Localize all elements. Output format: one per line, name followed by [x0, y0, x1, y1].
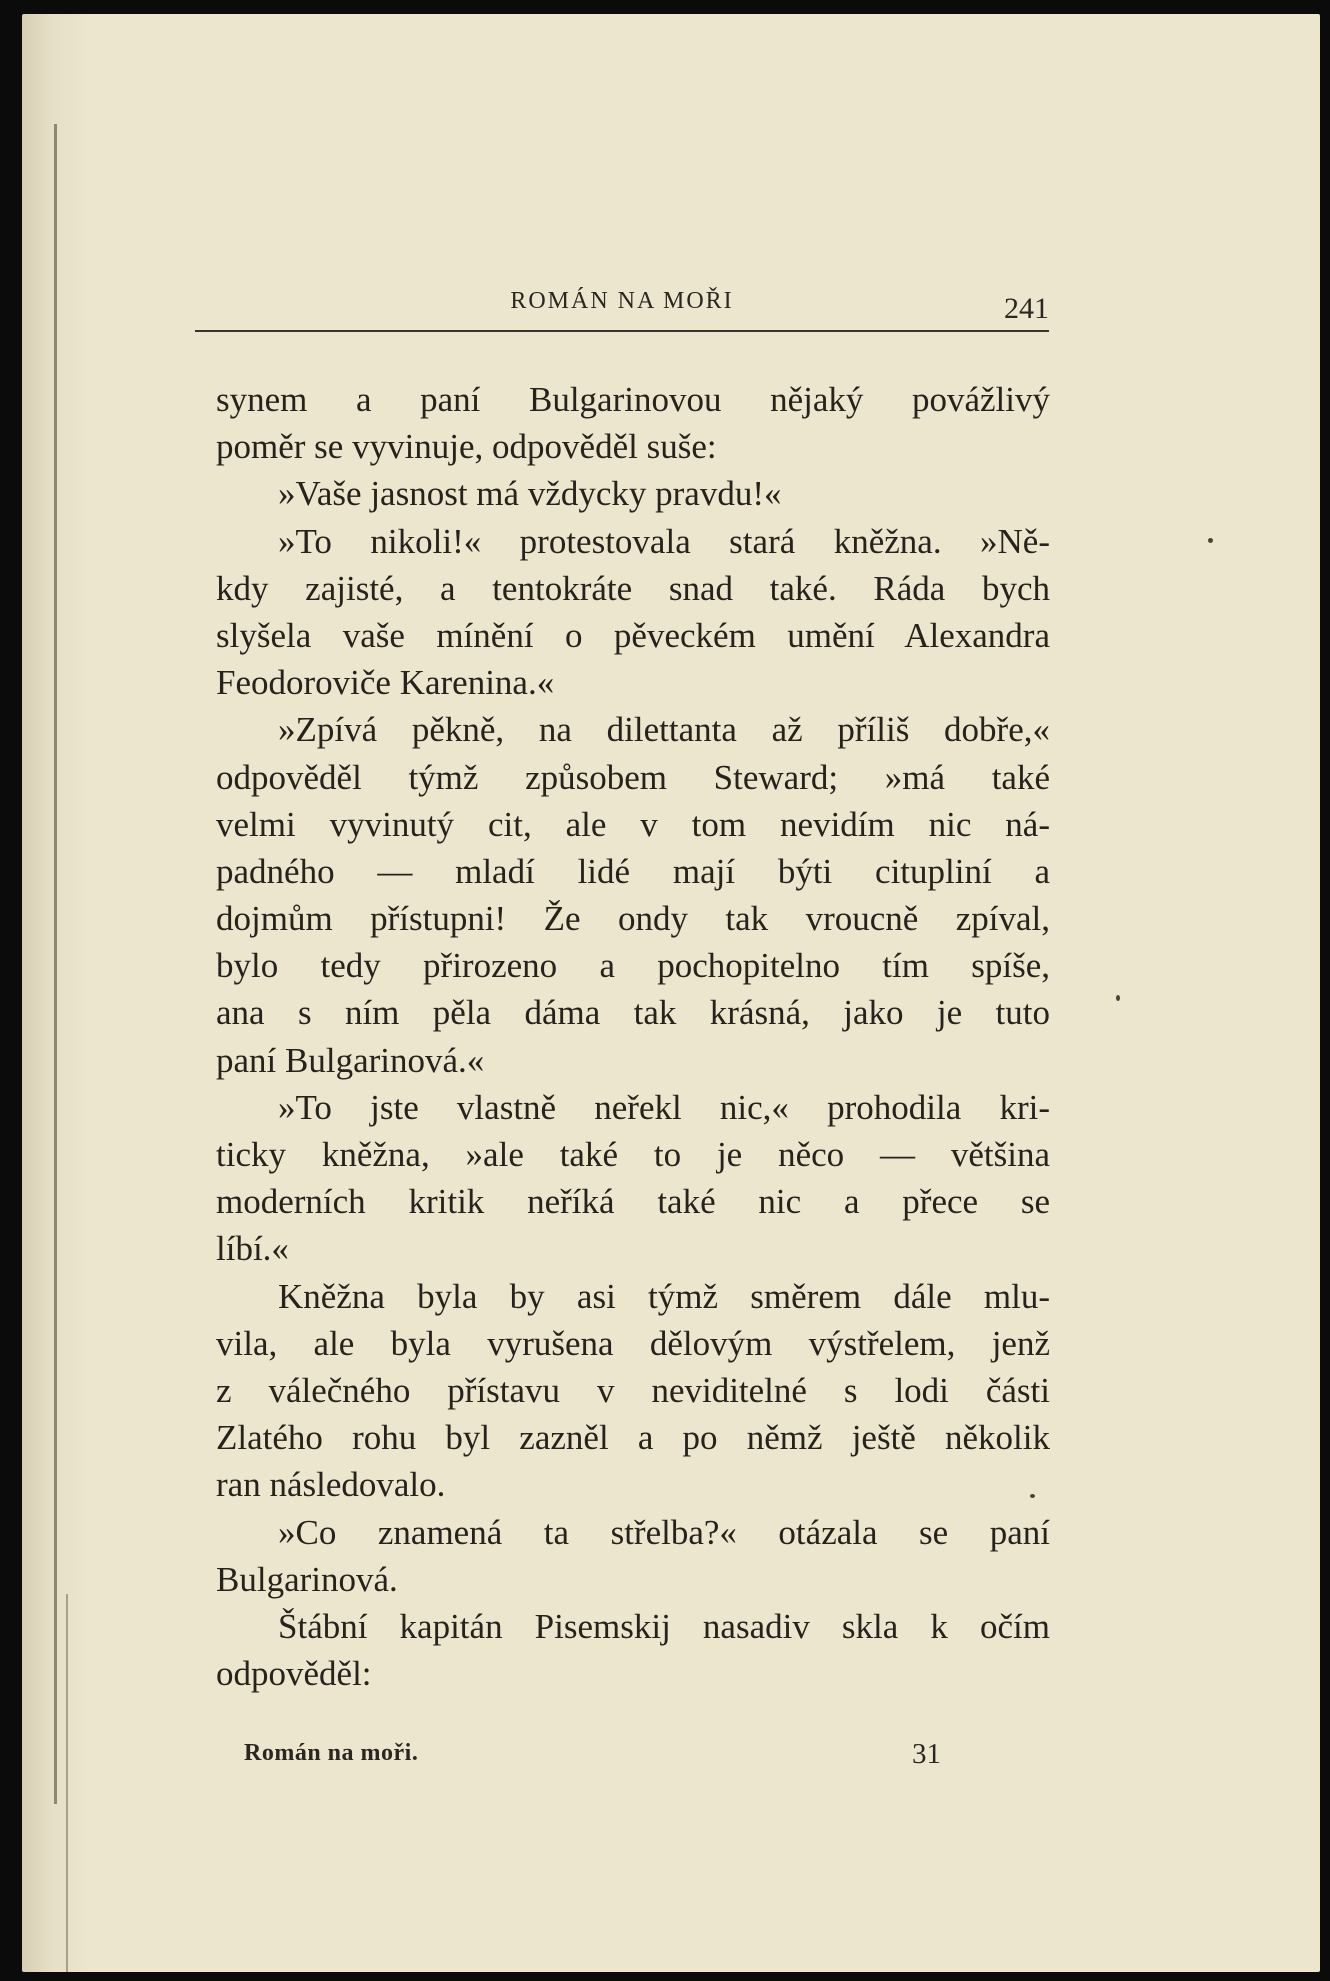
text-line: ticky kněžna, »ale také to je něco — většina	[216, 1135, 1050, 1174]
text-line: odpověděl týmž způsobem Steward; »má také	[216, 757, 1050, 797]
text-line: padného — mladí lidé mají býti citupliní a	[216, 851, 1050, 891]
running-title: ROMÁN NA MOŘI	[510, 288, 734, 314]
text-line: vila, ale byla vyrušena dělovým výstřelem, jenž	[216, 1323, 1050, 1363]
text-line: velmi vyvinutý cit, ale v tom nevidím nic ná-	[216, 804, 1050, 844]
text-line: z válečného přístavu v neviditelné s lodi části	[216, 1370, 1050, 1410]
text-line: »To nikoli!« protestovala stará kněžna. »Ně-	[278, 521, 1050, 561]
text-line: slyšela vaše mínění o pěveckém umění Alexandra	[216, 615, 1050, 655]
paper-speck	[1116, 995, 1120, 1001]
text-line: poměr se vyvinuje, odpověděl suše:	[216, 427, 717, 467]
text-line: »Vaše jasnost má vždycky pravdu!«	[278, 474, 782, 514]
signature-mark: Román na moři.	[244, 1740, 419, 1766]
text-line: ana s ním pěla dáma tak krásná, jako je tuto	[216, 993, 1050, 1033]
text-line: »To jste vlastně neřekl nic,« prohodila kri-	[278, 1087, 1050, 1127]
header-rule	[195, 330, 1049, 332]
page-header	[195, 270, 1049, 330]
text-line: líbí.«	[216, 1229, 289, 1269]
text-line: Zlatého rohu byl zazněl a po němž ještě několik	[216, 1418, 1050, 1458]
text-line: Kněžna byla by asi týmž směrem dále mlu-	[278, 1276, 1050, 1316]
page-number: 241	[1004, 292, 1049, 325]
text-line: synem a paní Bulgarinovou nějaký povážlivý	[216, 380, 1050, 419]
text-line: dojmům přístupni! Že ondy tak vroucně zpíval,	[216, 899, 1050, 939]
text-line: moderních kritik neříká také nic a přece se	[216, 1182, 1050, 1222]
paper-speck	[1208, 538, 1213, 543]
book-page	[22, 14, 1320, 1972]
text-line: Feodoroviče Karenina.«	[216, 663, 555, 703]
body-text	[216, 376, 1050, 1697]
text-line: Štábní kapitán Pisemskij nasadiv skla k očím	[278, 1606, 1050, 1646]
text-line: odpověděl:	[216, 1654, 372, 1694]
sheet-number: 31	[912, 1738, 941, 1770]
binding-shadow	[54, 124, 57, 1804]
text-line: paní Bulgarinová.«	[216, 1040, 485, 1080]
text-line: kdy zajisté, a tentokráte snad také. Ráda bych	[216, 568, 1050, 608]
text-line: bylo tedy přirozeno a pochopitelno tím spíše,	[216, 946, 1050, 986]
text-line: »Zpívá pěkně, na dilettanta až příliš dobře,«	[278, 710, 1050, 750]
text-line: ran následovalo.	[216, 1465, 446, 1505]
paper-speck	[1030, 1494, 1035, 1498]
page-footer	[244, 1740, 944, 1780]
text-line: »Co znamená ta střelba?« otázala se paní	[278, 1512, 1050, 1552]
binding-shadow-lower	[66, 1594, 68, 1972]
text-line: Bulgarinová.	[216, 1559, 398, 1599]
